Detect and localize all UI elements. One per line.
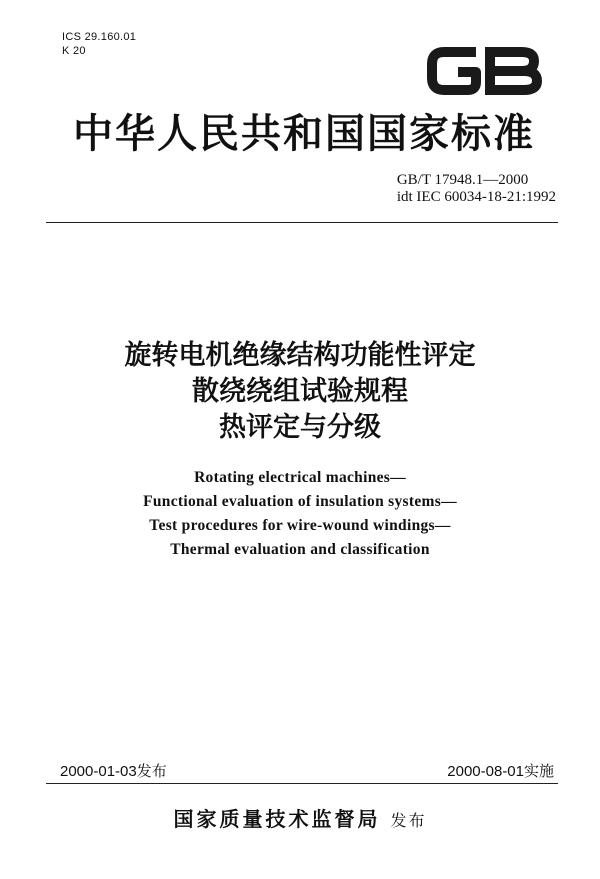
classification-codes bbox=[62, 30, 136, 58]
effective-date: 2000-08-01实施 bbox=[447, 763, 554, 780]
english-title bbox=[0, 466, 600, 562]
issue-date: 2000-01-03发布 bbox=[60, 763, 167, 780]
national-standard-title: 中华人民共和国国家标准 bbox=[73, 111, 535, 157]
issuer-line bbox=[0, 803, 600, 832]
chinese-title-line-3: 热评定与分级 bbox=[219, 412, 381, 443]
english-title-line-2: Functional evaluation of insulation systems— bbox=[143, 493, 457, 510]
chinese-title-line-2: 散绕绕组试验规程 bbox=[192, 376, 408, 407]
issuing-organization: 国家质量技术监督局 bbox=[173, 807, 381, 831]
standard-number: GB/T 17948.1—2000 bbox=[396, 172, 529, 188]
footer-divider bbox=[46, 783, 558, 784]
header-divider bbox=[46, 222, 558, 223]
english-title-line-4: Thermal evaluation and classification bbox=[170, 541, 430, 558]
ics-code: ICS 29.160.01 bbox=[62, 31, 137, 43]
gb-logo-label: GB bbox=[424, 40, 426, 41]
ccs-code: K 20 bbox=[62, 45, 86, 57]
english-title-line-3: Test procedures for wire-wound windings— bbox=[149, 517, 451, 534]
chinese-title-line-1: 旋转电机绝缘结构功能性评定 bbox=[124, 340, 476, 371]
standard-numbers bbox=[397, 172, 556, 206]
equivalent-standard: idt IEC 60034-18-21:1992 bbox=[396, 189, 556, 205]
gb-logo bbox=[424, 40, 544, 102]
chinese-title bbox=[0, 338, 600, 446]
issue-action: 发布 bbox=[390, 811, 427, 830]
english-title-line-1: Rotating electrical machines— bbox=[194, 469, 406, 486]
